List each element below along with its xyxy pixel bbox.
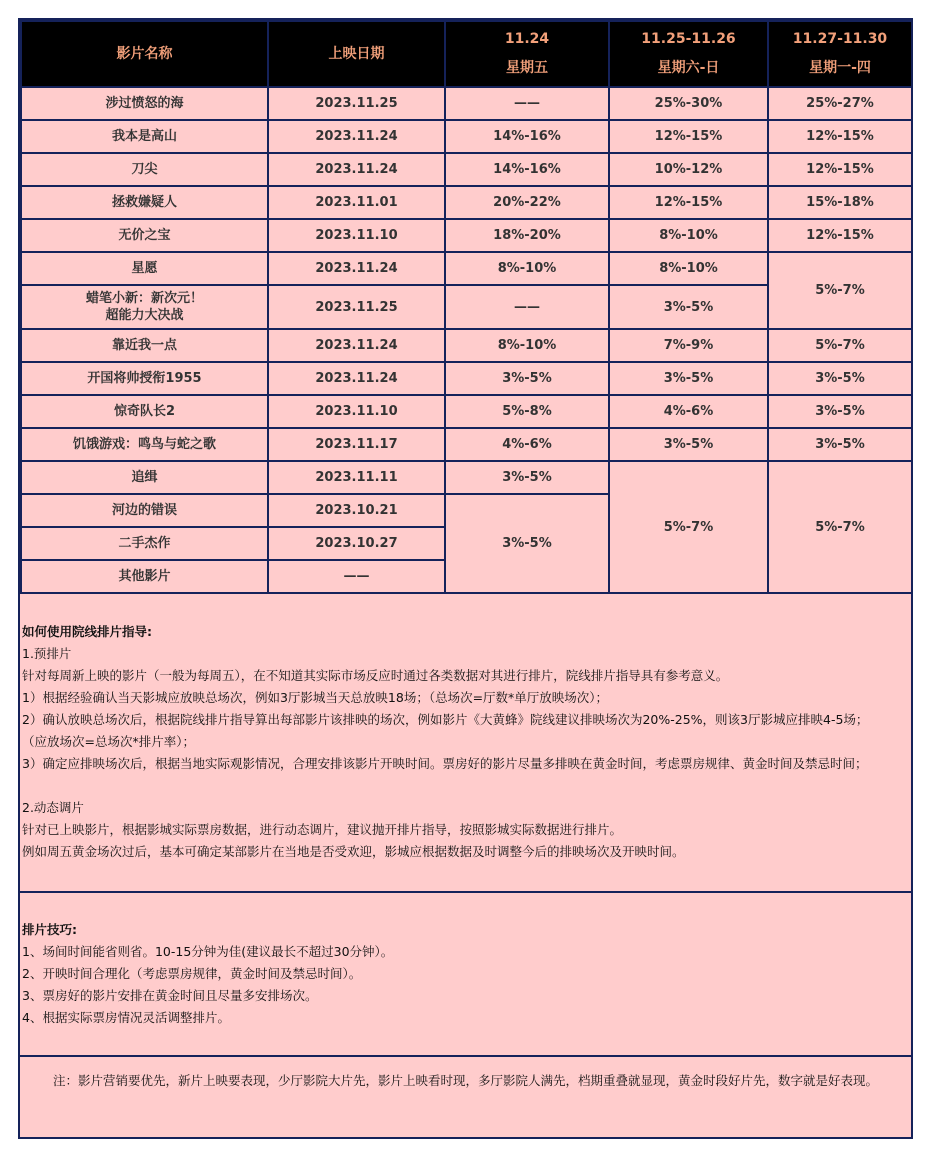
rate-day2: 25%-30%	[609, 87, 768, 120]
rate-day2: 12%-15%	[609, 120, 768, 153]
release-date: 2023.11.10	[268, 219, 445, 252]
rate-day2: 3%-5%	[609, 428, 768, 461]
table-row	[21, 362, 912, 395]
rate-day2: 7%-9%	[609, 329, 768, 362]
rate-day2: 4%-6%	[609, 395, 768, 428]
table-row	[21, 87, 912, 120]
film-name: 饥饿游戏：鸣鸟与蛇之歌	[21, 428, 268, 461]
release-date: 2023.11.24	[268, 252, 445, 285]
release-date: 2023.11.24	[268, 120, 445, 153]
rate-day3: 12%-15%	[768, 153, 912, 186]
rate-day1: 4%-6%	[445, 428, 609, 461]
rate-day1: ——	[445, 87, 609, 120]
release-date: 2023.11.24	[268, 329, 445, 362]
rate-day1: ——	[445, 285, 609, 329]
header-film-name: 影片名称	[21, 21, 268, 87]
rate-day3: 3%-5%	[768, 362, 912, 395]
rate-day3: 5%-7%	[768, 252, 912, 329]
film-name: 河边的错误	[21, 494, 268, 527]
guide-text: 3）确定应排映场次后，根据当地实际观影情况，合理安排该影片开映时间。票房好的影片尽量多排映在黄金时间，考虑票房规律、黄金时间及禁忌时间；	[22, 756, 868, 771]
film-name: 拯救嫌疑人	[21, 186, 268, 219]
rate-day2: 10%-12%	[609, 153, 768, 186]
film-name: 我本是高山	[21, 120, 268, 153]
film-name: 无价之宝	[21, 219, 268, 252]
film-name: 其他影片	[21, 560, 268, 593]
release-date: 2023.11.24	[268, 362, 445, 395]
guide-text: 2）确认放映总场次后，根据院线排片指导算出每部影片该排映的场次，例如影片《大黄蜂》院线建议排映场次为20%-25%，则该3厅影城应排映4-5场；	[22, 712, 869, 727]
footer-note: 注：影片营销要优先，新片上映要表现，少厅影院大片先，影片上映看时现，多厅影院人满先，档期重叠就显现，黄金时段好片先，数字就是好表现。	[52, 1073, 878, 1088]
tips-item: 4、根据实际票房情况灵活调整排片。	[22, 1010, 230, 1025]
film-name: 惊奇队长2	[21, 395, 268, 428]
table-row	[21, 428, 912, 461]
release-date: 2023.11.25	[268, 87, 445, 120]
rate-day3: 3%-5%	[768, 428, 912, 461]
rate-day3: 5%-7%	[768, 329, 912, 362]
release-date: 2023.11.10	[268, 395, 445, 428]
rate-day3: 12%-15%	[768, 120, 912, 153]
guide-text: 针对已上映影片，根据影城实际票房数据，进行动态调片，建议抛开排片指导，按照影城实际数据进行排片。	[22, 822, 623, 837]
rate-day1: 20%-22%	[445, 186, 609, 219]
guide-text: 针对每周新上映的影片（一般为每周五），在不知道其实际市场反应时通过各类数据对其进行排片，院线排片指导具有参考意义。	[22, 668, 729, 683]
guide-text: 例如周五黄金场次过后，基本可确定某部影片在当地是否受欢迎，影城应根据数据及时调整今后的排映场次及开映时间。	[22, 844, 685, 859]
guide-text: （应放场次=总场次*排片率）；	[22, 734, 195, 749]
film-name: 刀尖	[21, 153, 268, 186]
guide-p2-title: 2.动态调片	[22, 800, 84, 815]
rate-day2: 5%-7%	[609, 461, 768, 593]
guide-section	[20, 621, 911, 863]
tips-item: 3、票房好的影片安排在黄金时间且尽量多安排场次。	[22, 988, 318, 1003]
table-row	[21, 395, 912, 428]
guide-p1-title: 1.预排片	[22, 646, 72, 661]
rate-day1: 14%-16%	[445, 120, 609, 153]
rate-day2: 3%-5%	[609, 285, 768, 329]
release-date: 2023.11.17	[268, 428, 445, 461]
guide-title: 如何使用院线排片指导:	[22, 624, 152, 639]
guide-text: 1）根据经验确认当天影城应放映总场次，例如3厅影城当天总放映18场；（总场次=厅数*单厅放映场次）；	[22, 690, 609, 705]
film-name: 二手杰作	[21, 527, 268, 560]
rate-day1: 8%-10%	[445, 252, 609, 285]
rate-day3: 3%-5%	[768, 395, 912, 428]
header-release-date: 上映日期	[268, 21, 445, 87]
rate-day1: 8%-10%	[445, 329, 609, 362]
rate-day2: 8%-10%	[609, 252, 768, 285]
header-row	[21, 21, 912, 87]
rate-day3: 12%-15%	[768, 219, 912, 252]
table-row	[21, 329, 912, 362]
rate-day2: 3%-5%	[609, 362, 768, 395]
rate-day1: 5%-8%	[445, 395, 609, 428]
header-day1: 11.24 星期五	[445, 21, 609, 87]
table-row	[21, 461, 912, 494]
rate-day2: 12%-15%	[609, 186, 768, 219]
section-divider	[20, 891, 911, 893]
header-day2: 11.25-11.26 星期六-日	[609, 21, 768, 87]
rate-day1: 3%-5%	[445, 461, 609, 494]
tips-section	[20, 919, 911, 1029]
rate-day1: 18%-20%	[445, 219, 609, 252]
film-name: 星愿	[21, 252, 268, 285]
film-name: 追缉	[21, 461, 268, 494]
rate-day1: 3%-5%	[445, 362, 609, 395]
table-row	[21, 153, 912, 186]
release-date: 2023.10.21	[268, 494, 445, 527]
schedule-table	[20, 20, 913, 594]
rate-day1: 3%-5%	[445, 494, 609, 593]
rate-day1: 14%-16%	[445, 153, 609, 186]
release-date: 2023.11.01	[268, 186, 445, 219]
table-row	[21, 186, 912, 219]
schedule-sheet	[18, 18, 913, 1139]
tips-item: 1、场间时间能省则省。10-15分钟为佳(建议最长不超过30分钟）。	[22, 944, 394, 959]
tips-title: 排片技巧:	[22, 922, 77, 937]
film-name: 涉过愤怒的海	[21, 87, 268, 120]
film-name: 蜡笔小新：新次元！ 超能力大决战	[21, 285, 268, 329]
section-divider	[20, 1055, 911, 1057]
table-row	[21, 219, 912, 252]
release-date: 2023.11.25	[268, 285, 445, 329]
film-name: 开国将帅授衔1955	[21, 362, 268, 395]
table-row	[21, 252, 912, 285]
release-date: 2023.10.27	[268, 527, 445, 560]
release-date: ——	[268, 560, 445, 593]
rate-day3: 5%-7%	[768, 461, 912, 593]
film-name: 靠近我一点	[21, 329, 268, 362]
tips-item: 2、开映时间合理化（考虑票房规律，黄金时间及禁忌时间）。	[22, 966, 362, 981]
release-date: 2023.11.11	[268, 461, 445, 494]
rate-day3: 25%-27%	[768, 87, 912, 120]
rate-day3: 15%-18%	[768, 186, 912, 219]
release-date: 2023.11.24	[268, 153, 445, 186]
table-row	[21, 120, 912, 153]
rate-day2: 8%-10%	[609, 219, 768, 252]
header-day3: 11.27-11.30 星期一-四	[768, 21, 912, 87]
